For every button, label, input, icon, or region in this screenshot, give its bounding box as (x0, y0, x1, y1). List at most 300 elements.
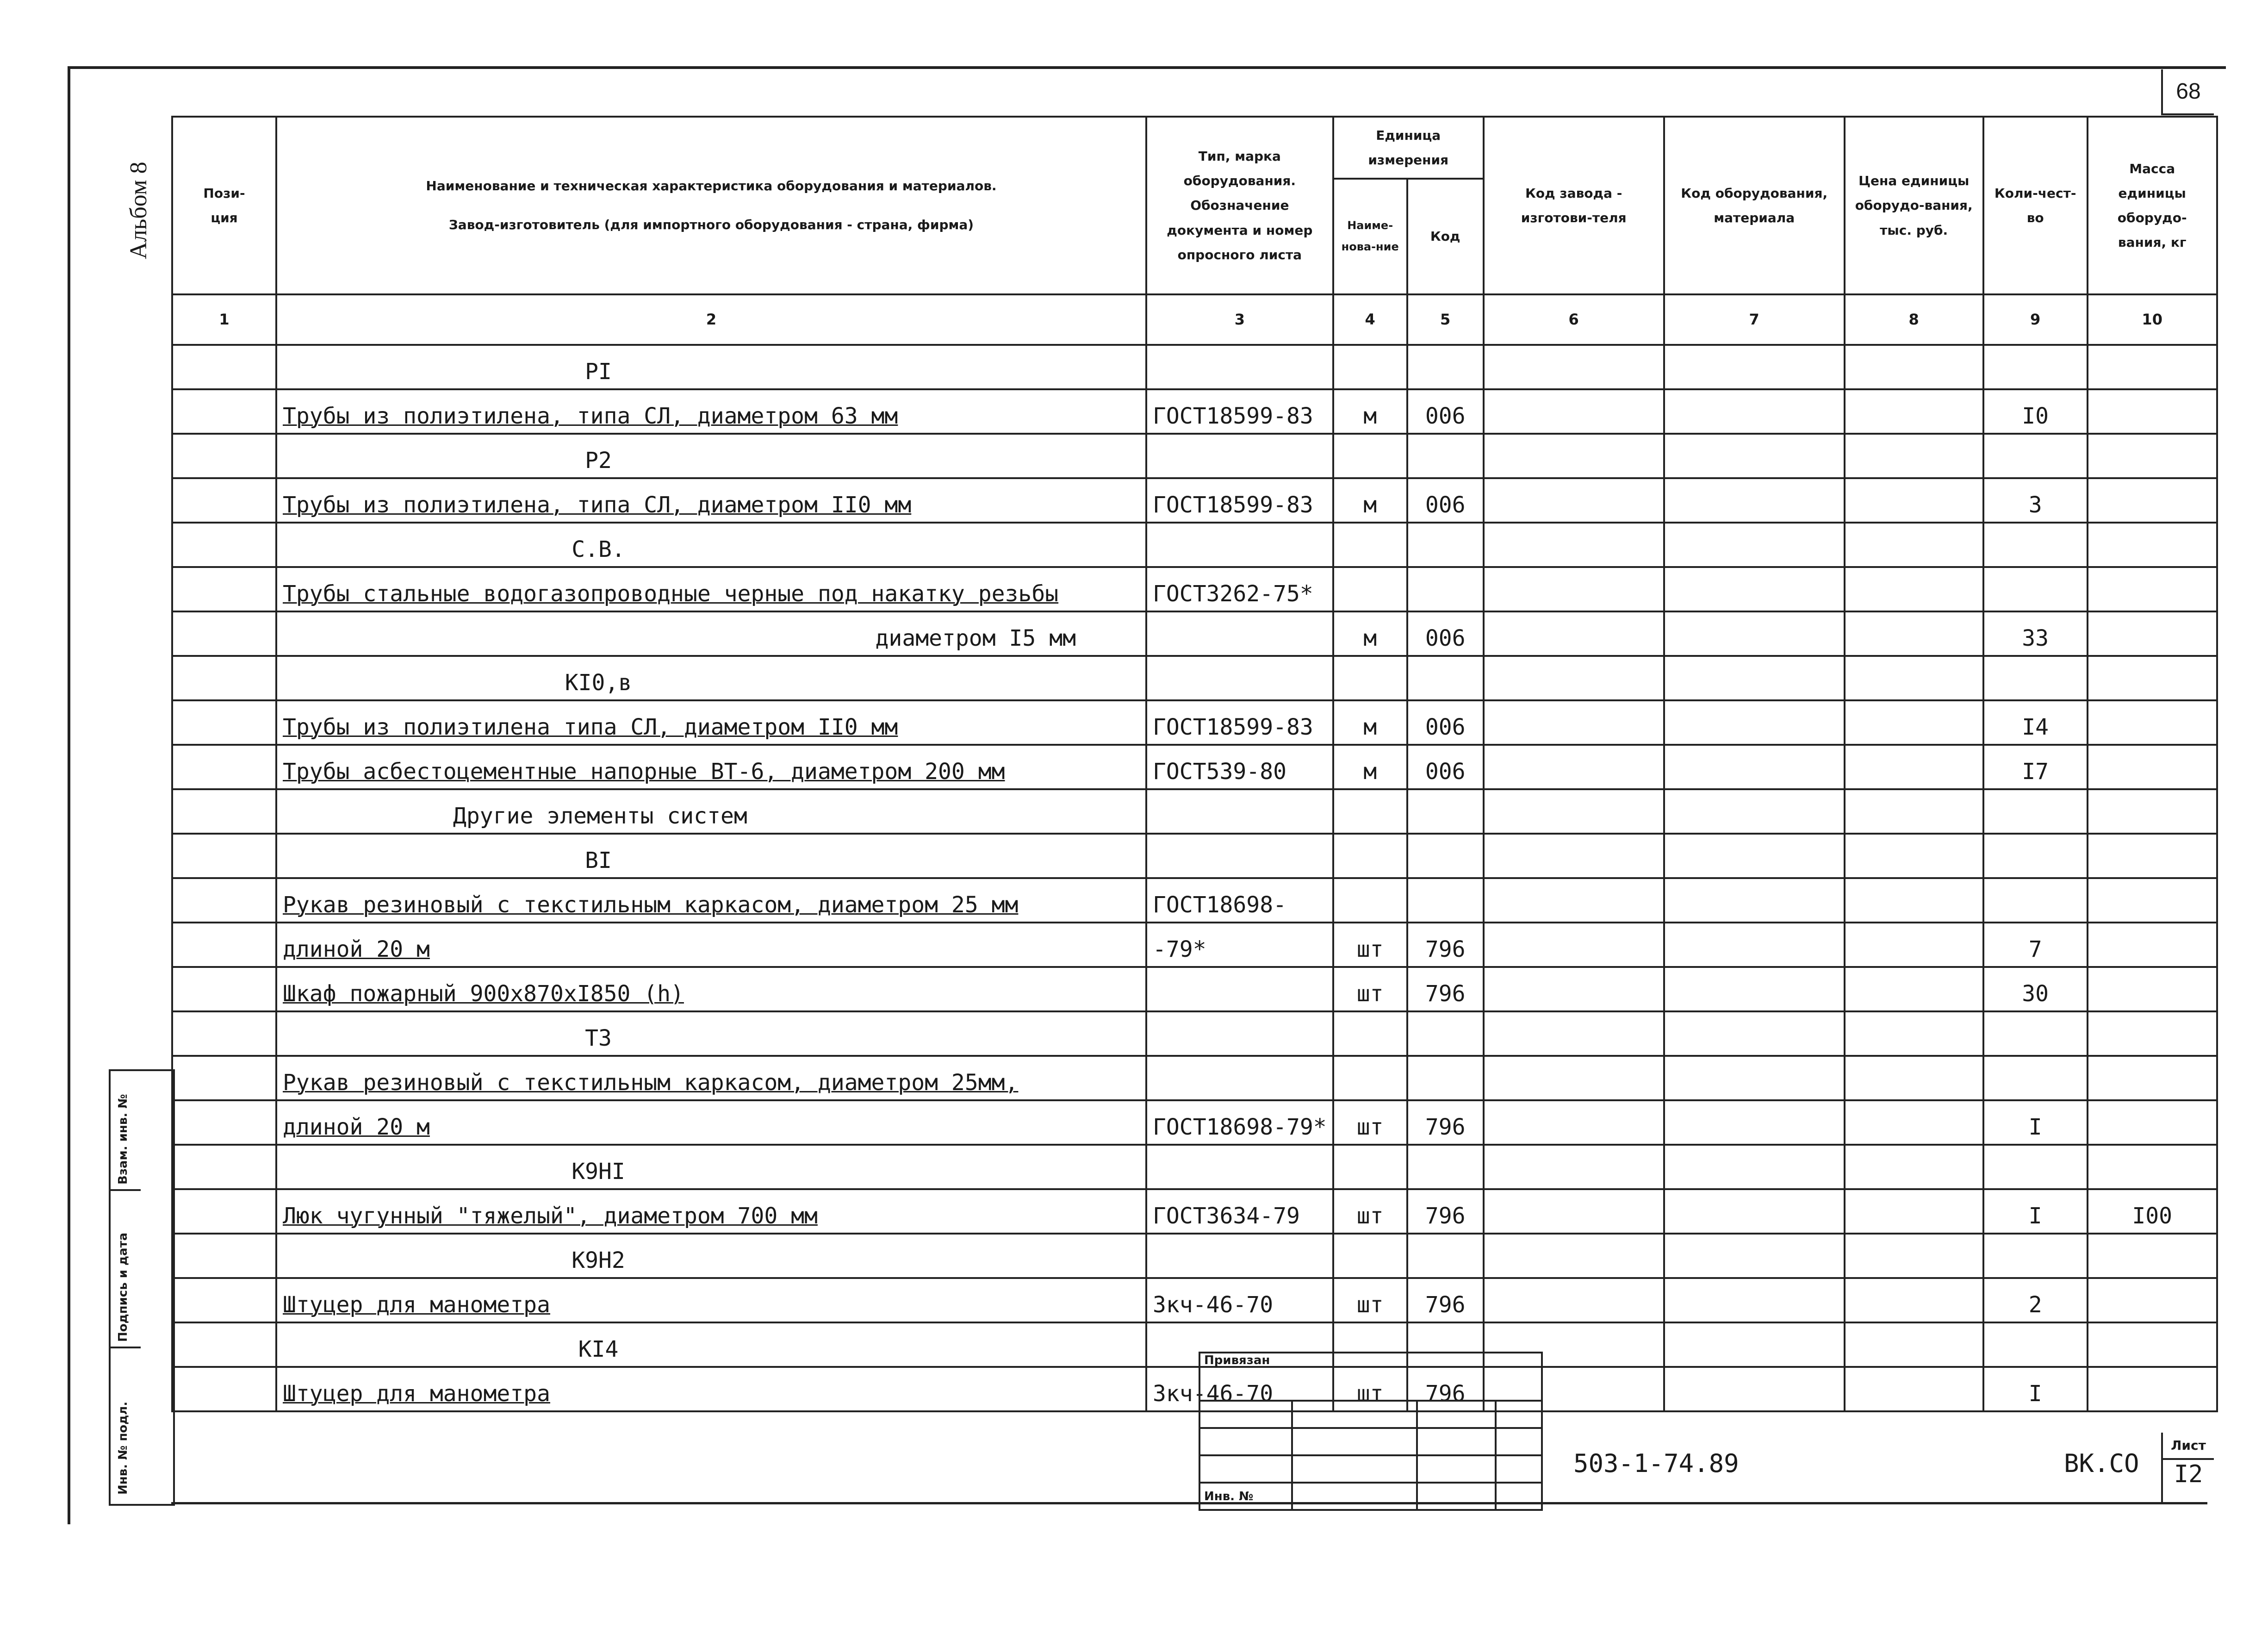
header-price: Цена единицы оборудо-вания, тыс. руб. (1845, 117, 1983, 294)
cell-type: ГОСТ18698-79* (1146, 1100, 1333, 1145)
cell-unit: м (1333, 745, 1407, 789)
column-number: 7 (1664, 294, 1845, 345)
specification-rows (172, 345, 2217, 1411)
cell-mass (2088, 389, 2217, 434)
cell-quantity (1983, 1056, 2088, 1100)
cell-name: KI4 (276, 1322, 1146, 1367)
cell-unit-code: 006 (1407, 700, 1484, 745)
cell-position (172, 1056, 276, 1100)
cell-unit: шт (1333, 1100, 1407, 1145)
cell-name: диаметром I5 мм (276, 611, 1146, 656)
cell-position (172, 1234, 276, 1278)
sheet-number: I2 (2174, 1460, 2203, 1488)
table-row (172, 1234, 2217, 1278)
cell-unit (1333, 656, 1407, 700)
cell-position (172, 567, 276, 611)
cell-position (172, 789, 276, 834)
cell-unit (1333, 878, 1407, 923)
cell-name: K9HI (276, 1145, 1146, 1189)
page-number: 68 (2161, 69, 2214, 115)
cell-quantity: I4 (1983, 700, 2088, 745)
table-row (172, 745, 2217, 789)
cell-name: Трубы асбестоцементные напорные ВТ-6, диаметром 200 мм (276, 745, 1146, 789)
cell-factory-code (1484, 700, 1664, 745)
header-mass: Масса единицы оборудо-вания, кг (2088, 117, 2217, 294)
cell-type: ГОСТ18599-83 (1146, 700, 1333, 745)
cell-name: Штуцер для манометра (276, 1367, 1146, 1411)
cell-unit-code: 796 (1407, 1278, 1484, 1322)
cell-unit-code: 796 (1407, 1367, 1484, 1411)
bottom-border (171, 1502, 2207, 1504)
header-unit-name: Наиме-нова-ние (1333, 179, 1407, 294)
cell-mass (2088, 1322, 2217, 1367)
cell-quantity: I (1983, 1189, 2088, 1234)
cell-unit (1333, 1011, 1407, 1056)
cell-factory-code (1484, 1100, 1664, 1145)
header-equipment-code: Код оборудования, материала (1664, 117, 1845, 294)
cell-price (1845, 1011, 1983, 1056)
cell-quantity (1983, 789, 2088, 834)
table-row (172, 834, 2217, 878)
table-row (172, 1056, 2217, 1100)
cell-equipment-code (1664, 1056, 1845, 1100)
strip-label-signature: Подпись и дата (116, 1232, 130, 1342)
cell-mass (2088, 1367, 2217, 1411)
strip-label-vzam: Взам. инв. № (116, 1094, 130, 1185)
cell-price (1845, 567, 1983, 611)
cell-price (1845, 878, 1983, 923)
cell-position (172, 834, 276, 878)
cell-type: ГОСТ539-80 (1146, 745, 1333, 789)
specification-table (171, 116, 2218, 1412)
cell-equipment-code (1664, 1322, 1845, 1367)
cell-position (172, 656, 276, 700)
table-row (172, 700, 2217, 745)
cell-position (172, 923, 276, 967)
cell-unit-code (1407, 1234, 1484, 1278)
cell-equipment-code (1664, 923, 1845, 967)
cell-factory-code (1484, 878, 1664, 923)
cell-position (172, 389, 276, 434)
cell-quantity (1983, 1234, 2088, 1278)
cell-price (1845, 789, 1983, 834)
cell-mass (2088, 611, 2217, 656)
stamp-inv-label: Инв. № (1199, 1483, 1292, 1510)
cell-type (1146, 789, 1333, 834)
column-number: 6 (1484, 294, 1664, 345)
cell-factory-code (1484, 967, 1664, 1011)
cell-unit-code: 006 (1407, 478, 1484, 523)
cell-equipment-code (1664, 1189, 1845, 1234)
cell-factory-code (1484, 656, 1664, 700)
column-number: 3 (1146, 294, 1333, 345)
table-row (172, 923, 2217, 967)
cell-name: Штуцер для манометра (276, 1278, 1146, 1322)
cell-price (1845, 1234, 1983, 1278)
table-row (172, 1011, 2217, 1056)
header-type: Тип, марка оборудования. Обозначение документа и номер опросного листа (1146, 117, 1333, 294)
cell-unit (1333, 1056, 1407, 1100)
table-row (172, 1367, 2217, 1411)
table-row (172, 967, 2217, 1011)
column-number: 8 (1845, 294, 1983, 345)
cell-price (1845, 1189, 1983, 1234)
frame-left-border (68, 66, 70, 1524)
cell-factory-code (1484, 1278, 1664, 1322)
cell-mass (2088, 567, 2217, 611)
table-row (172, 656, 2217, 700)
cell-quantity: 30 (1983, 967, 2088, 1011)
cell-price (1845, 745, 1983, 789)
cell-position (172, 967, 276, 1011)
cell-unit-code (1407, 834, 1484, 878)
cell-type: ГОСТ18599-83 (1146, 389, 1333, 434)
strip-cell-vzam (111, 1071, 141, 1191)
cell-position (172, 745, 276, 789)
table-row (172, 1100, 2217, 1145)
cell-mass (2088, 1278, 2217, 1322)
cell-unit-code: 796 (1407, 967, 1484, 1011)
cell-name: Трубы стальные водогазопроводные черные под накатку резьбы (276, 567, 1146, 611)
table-row (172, 345, 2217, 389)
cell-unit-code (1407, 789, 1484, 834)
cell-type (1146, 1234, 1333, 1278)
header-position: Пози- ция (172, 117, 276, 294)
cell-price (1845, 1056, 1983, 1100)
cell-unit-code: 006 (1407, 611, 1484, 656)
cell-factory-code (1484, 1145, 1664, 1189)
cell-type: 3кч-46-70 (1146, 1278, 1333, 1322)
cell-type (1146, 1011, 1333, 1056)
cell-price (1845, 611, 1983, 656)
cell-price (1845, 389, 1983, 434)
cell-price (1845, 656, 1983, 700)
cell-factory-code (1484, 923, 1664, 967)
cell-equipment-code (1664, 345, 1845, 389)
cell-position (172, 1367, 276, 1411)
cell-price (1845, 434, 1983, 478)
cell-name: P2 (276, 434, 1146, 478)
cell-unit (1333, 523, 1407, 567)
cell-mass (2088, 478, 2217, 523)
cell-factory-code (1484, 1056, 1664, 1100)
cell-unit (1333, 434, 1407, 478)
cell-position (172, 1322, 276, 1367)
cell-equipment-code (1664, 1367, 1845, 1411)
cell-mass (2088, 878, 2217, 923)
cell-factory-code (1484, 434, 1664, 478)
cell-position (172, 1100, 276, 1145)
cell-equipment-code (1664, 967, 1845, 1011)
cell-unit: шт (1333, 1278, 1407, 1322)
cell-quantity (1983, 656, 2088, 700)
cell-factory-code (1484, 1234, 1664, 1278)
cell-equipment-code (1664, 700, 1845, 745)
cell-factory-code (1484, 745, 1664, 789)
cell-name: длиной 20 м (276, 1100, 1146, 1145)
column-number: 2 (276, 294, 1146, 345)
table-row (172, 1322, 2217, 1367)
cell-name: K9H2 (276, 1234, 1146, 1278)
cell-type (1146, 967, 1333, 1011)
cell-unit (1333, 1145, 1407, 1189)
cell-equipment-code (1664, 789, 1845, 834)
cell-position (172, 345, 276, 389)
cell-unit (1333, 567, 1407, 611)
table-row (172, 1145, 2217, 1189)
cell-position (172, 523, 276, 567)
cell-quantity (1983, 434, 2088, 478)
cell-unit (1333, 834, 1407, 878)
cell-price (1845, 1278, 1983, 1322)
cell-equipment-code (1664, 478, 1845, 523)
cell-mass (2088, 1011, 2217, 1056)
cell-name: Рукав резиновый с текстильным каркасом, диаметром 25 мм (276, 878, 1146, 923)
strip-label-inv-podl: Инв. № подл. (116, 1401, 130, 1495)
document-mark: ВК.СО (2064, 1449, 2139, 1478)
frame-top-border (69, 66, 2226, 69)
cell-factory-code (1484, 389, 1664, 434)
cell-type (1146, 611, 1333, 656)
cell-mass: I00 (2088, 1189, 2217, 1234)
cell-unit-code (1407, 567, 1484, 611)
cell-name: Шкаф пожарный 900х870хI850 (h) (276, 967, 1146, 1011)
cell-unit-code (1407, 1011, 1484, 1056)
cell-equipment-code (1664, 834, 1845, 878)
strip-cell-signature (111, 1189, 141, 1348)
cell-position (172, 1011, 276, 1056)
cell-mass (2088, 834, 2217, 878)
cell-mass (2088, 1100, 2217, 1145)
table-row (172, 1189, 2217, 1234)
cell-position (172, 700, 276, 745)
cell-equipment-code (1664, 434, 1845, 478)
column-number: 5 (1407, 294, 1484, 345)
cell-unit: шт (1333, 923, 1407, 967)
cell-price (1845, 1322, 1983, 1367)
cell-mass (2088, 1145, 2217, 1189)
cell-price (1845, 967, 1983, 1011)
cell-unit (1333, 1234, 1407, 1278)
cell-factory-code (1484, 611, 1664, 656)
cell-unit-code: 796 (1407, 1100, 1484, 1145)
header-unit-group: Единица измерения (1333, 117, 1484, 179)
cell-factory-code (1484, 1011, 1664, 1056)
cell-mass (2088, 345, 2217, 389)
cell-unit: м (1333, 389, 1407, 434)
cell-mass (2088, 434, 2217, 478)
cell-quantity (1983, 567, 2088, 611)
cell-position (172, 1278, 276, 1322)
cell-equipment-code (1664, 878, 1845, 923)
cell-name: Люк чугунный "тяжелый", диаметром 700 мм (276, 1189, 1146, 1234)
cell-quantity (1983, 1011, 2088, 1056)
cell-unit: шт (1333, 1189, 1407, 1234)
cell-position (172, 1145, 276, 1189)
cell-factory-code (1484, 789, 1664, 834)
cell-factory-code (1484, 567, 1664, 611)
cell-position (172, 878, 276, 923)
cell-price (1845, 523, 1983, 567)
cell-quantity: I0 (1983, 389, 2088, 434)
cell-unit-code: 796 (1407, 923, 1484, 967)
cell-mass (2088, 700, 2217, 745)
cell-name: PI (276, 345, 1146, 389)
cell-unit-code: 006 (1407, 389, 1484, 434)
cell-price (1845, 478, 1983, 523)
cell-name: С.В. (276, 523, 1146, 567)
cell-mass (2088, 789, 2217, 834)
column-number: 10 (2088, 294, 2217, 345)
cell-quantity: 33 (1983, 611, 2088, 656)
table-row (172, 478, 2217, 523)
cell-equipment-code (1664, 1234, 1845, 1278)
cell-price (1845, 700, 1983, 745)
cell-quantity: I (1983, 1367, 2088, 1411)
document-code: 503-1-74.89 (1573, 1449, 1739, 1478)
column-number: 4 (1333, 294, 1407, 345)
cell-quantity (1983, 834, 2088, 878)
cell-price (1845, 1145, 1983, 1189)
cell-position (172, 434, 276, 478)
cell-mass (2088, 745, 2217, 789)
cell-type (1146, 434, 1333, 478)
column-number-row (172, 294, 2217, 345)
cell-equipment-code (1664, 745, 1845, 789)
sheet-box (2161, 1433, 2214, 1502)
header-quantity: Коли-чест-во (1983, 117, 2088, 294)
cell-name: Трубы из полиэтилена типа СЛ, диаметром II0 мм (276, 700, 1146, 745)
cell-price (1845, 1367, 1983, 1411)
cell-mass (2088, 1056, 2217, 1100)
header-unit-code: Код (1407, 179, 1484, 294)
table-row (172, 1278, 2217, 1322)
cell-name: Трубы из полиэтилена, типа СЛ, диаметром 63 мм (276, 389, 1146, 434)
column-number: 9 (1983, 294, 2088, 345)
header-factory-code: Код завода - изготови-теля (1484, 117, 1664, 294)
strip-cell-inv-podl (111, 1347, 141, 1500)
cell-type (1146, 523, 1333, 567)
cell-price (1845, 1100, 1983, 1145)
cell-equipment-code (1664, 656, 1845, 700)
album-label: Альбом 8 (125, 162, 152, 259)
cell-position (172, 611, 276, 656)
cell-equipment-code (1664, 1145, 1845, 1189)
cell-quantity (1983, 345, 2088, 389)
cell-quantity (1983, 523, 2088, 567)
cell-unit-code: 006 (1407, 745, 1484, 789)
cell-factory-code (1484, 345, 1664, 389)
cell-name: Трубы из полиэтилена, типа СЛ, диаметром II0 мм (276, 478, 1146, 523)
cell-unit: м (1333, 611, 1407, 656)
cell-factory-code (1484, 1189, 1664, 1234)
cell-mass (2088, 967, 2217, 1011)
cell-factory-code (1484, 834, 1664, 878)
cell-quantity: 7 (1983, 923, 2088, 967)
cell-price (1845, 345, 1983, 389)
cell-position (172, 1189, 276, 1234)
left-approval-strip (109, 1069, 175, 1506)
cell-type: -79* (1146, 923, 1333, 967)
stamp-linked-label: Привязан (1199, 1353, 1542, 1401)
cell-type: ГОСТ18599-83 (1146, 478, 1333, 523)
table-row (172, 611, 2217, 656)
cell-factory-code (1484, 478, 1664, 523)
header-name: Наименование и техническая характеристика оборудования и материалов. Завод-изготовитель (для импортного оборудования - страна, фирма) (276, 117, 1146, 294)
cell-unit-code: 796 (1407, 1189, 1484, 1234)
cell-equipment-code (1664, 523, 1845, 567)
cell-unit-code (1407, 345, 1484, 389)
cell-equipment-code (1664, 1011, 1845, 1056)
cell-equipment-code (1664, 1278, 1845, 1322)
cell-type (1146, 834, 1333, 878)
cell-unit (1333, 789, 1407, 834)
header-row (172, 117, 2217, 179)
cell-quantity (1983, 1145, 2088, 1189)
cell-quantity: 2 (1983, 1278, 2088, 1322)
cell-unit-code (1407, 434, 1484, 478)
cell-unit: шт (1333, 1367, 1407, 1411)
sheet-label: Лист (2163, 1433, 2214, 1460)
cell-quantity (1983, 1322, 2088, 1367)
cell-unit-code (1407, 656, 1484, 700)
cell-type (1146, 345, 1333, 389)
table-row (172, 523, 2217, 567)
table-row (172, 434, 2217, 478)
cell-type (1146, 1056, 1333, 1100)
cell-equipment-code (1664, 1100, 1845, 1145)
cell-type: ГОСТ3634-79 (1146, 1189, 1333, 1234)
cell-unit: м (1333, 478, 1407, 523)
cell-name: Т3 (276, 1011, 1146, 1056)
cell-factory-code (1484, 523, 1664, 567)
cell-mass (2088, 656, 2217, 700)
cell-name: длиной 20 м (276, 923, 1146, 967)
column-number: 1 (172, 294, 276, 345)
cell-type: ГОСТ3262-75* (1146, 567, 1333, 611)
cell-type (1146, 1145, 1333, 1189)
cell-quantity (1983, 878, 2088, 923)
cell-quantity: 3 (1983, 478, 2088, 523)
cell-unit-code (1407, 523, 1484, 567)
cell-type: ГОСТ18698- (1146, 878, 1333, 923)
cell-equipment-code (1664, 567, 1845, 611)
cell-unit-code (1407, 1145, 1484, 1189)
table-row (172, 567, 2217, 611)
table-row (172, 878, 2217, 923)
table-row (172, 389, 2217, 434)
cell-equipment-code (1664, 611, 1845, 656)
cell-unit-code (1407, 1056, 1484, 1100)
cell-price (1845, 923, 1983, 967)
cell-unit (1333, 345, 1407, 389)
cell-type: 3кч-46-70 (1146, 1367, 1333, 1411)
cell-mass (2088, 1234, 2217, 1278)
cell-name: Рукав резиновый с текстильным каркасом, диаметром 25мм, (276, 1056, 1146, 1100)
cell-mass (2088, 923, 2217, 967)
cell-quantity: I7 (1983, 745, 2088, 789)
cell-unit: м (1333, 700, 1407, 745)
cell-name: BI (276, 834, 1146, 878)
table-row (172, 789, 2217, 834)
cell-price (1845, 834, 1983, 878)
cell-unit-code (1407, 878, 1484, 923)
linked-stamp (1199, 1352, 1543, 1511)
cell-quantity: I (1983, 1100, 2088, 1145)
cell-name: Другие элементы систем (276, 789, 1146, 834)
cell-type (1146, 656, 1333, 700)
cell-unit: шт (1333, 967, 1407, 1011)
